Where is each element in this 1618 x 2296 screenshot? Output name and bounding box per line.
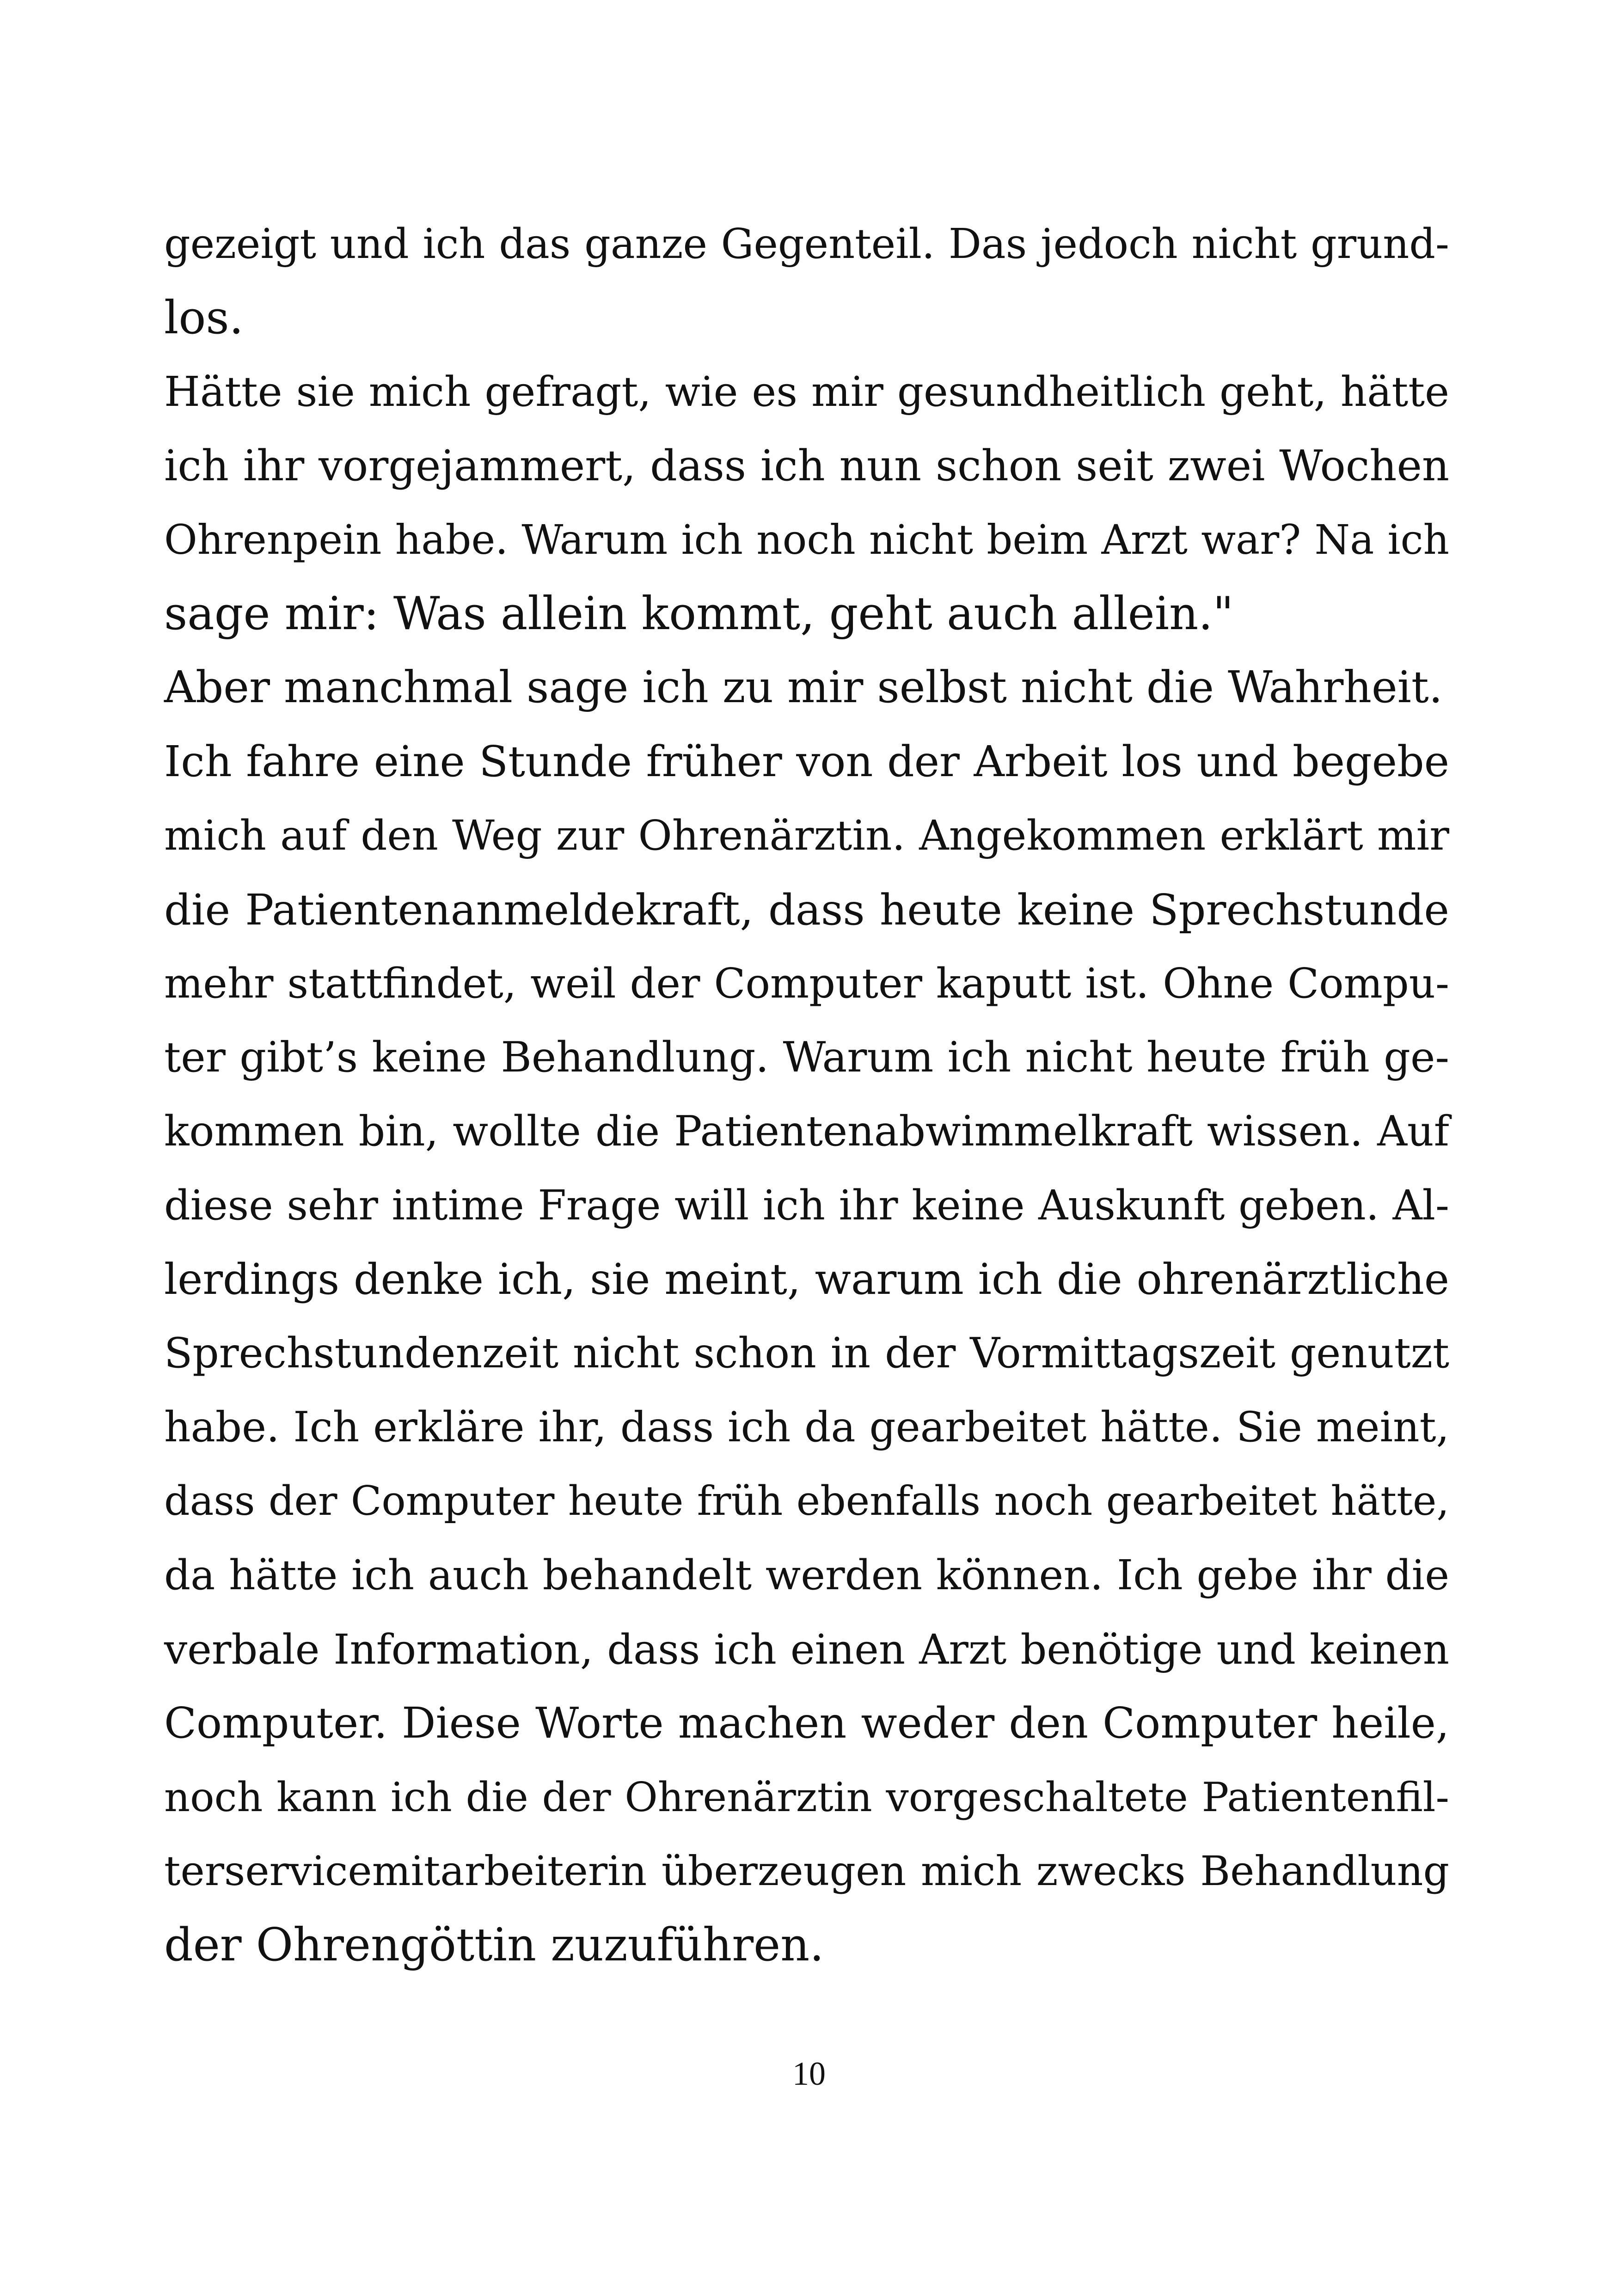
- text-line: ich ihr vorgejammert, dass ich nun schon seit zwei Wochen: [164, 441, 1449, 490]
- text-line: Sprechstundenzeit nicht schon in der Vormittagszeit genutzt: [164, 1329, 1449, 1378]
- text-line: gezeigt und ich das ganze Gegenteil. Das jedoch nicht grund-: [164, 220, 1449, 268]
- text-line: da hätte ich auch behandelt werden können. Ich gebe ihr die: [164, 1551, 1449, 1599]
- text-line: verbale Information, dass ich einen Arzt benötige und keinen: [164, 1625, 1449, 1673]
- text-line: Ohrenpein habe. Warum ich noch nicht beim Arzt war? Na ich: [164, 516, 1449, 563]
- body-text: [164, 207, 1449, 1982]
- text-line: mehr stattfindet, weil der Computer kaputt ist. Ohne Compu-: [164, 960, 1449, 1007]
- text-line: habe. Ich erkläre ihr, dass ich da gearbeitet hätte. Sie meint,: [164, 1403, 1449, 1451]
- text-line: Ich fahre eine Stunde früher von der Arbeit los und begebe: [164, 737, 1449, 786]
- text-line: der Ohrengöttin zuzuführen.: [164, 1919, 824, 1971]
- text-line: terservicemitarbeiterin überzeugen mich zwecks Behandlung: [164, 1847, 1449, 1895]
- text-line: sage mir: Was allein kommt, geht auch allein.": [164, 588, 1234, 640]
- text-line: ter gibt’s keine Behandlung. Warum ich nicht heute früh ge-: [164, 1033, 1449, 1082]
- text-line: mich auf den Weg zur Ohrenärztin. Angekommen erklärt mir: [164, 812, 1449, 860]
- text-line: noch kann ich die der Ohrenärztin vorgeschaltete Patientenfil-: [164, 1774, 1449, 1821]
- text-line: die Patientenanmeldekraft, dass heute keine Sprechstunde: [164, 885, 1449, 935]
- text-line: Aber manchmal sage ich zu mir selbst nicht die Wahrheit.: [164, 662, 1443, 713]
- text-line: Hätte sie mich gefragt, wie es mir gesundheitlich geht, hätte: [164, 368, 1449, 416]
- text-line: Computer. Diese Worte machen weder den Computer heile,: [164, 1698, 1449, 1748]
- text-line: lerdings denke ich, sie meint, warum ich die ohrenärztliche: [164, 1255, 1449, 1304]
- text-line: kommen bin, wollte die Patientenabwimmelkraft wissen. Auf: [164, 1108, 1449, 1156]
- page-number: 10: [792, 2055, 826, 2092]
- text-line: los.: [164, 292, 244, 344]
- text-line: dass der Computer heute früh ebenfalls noch gearbeitet hätte,: [164, 1478, 1449, 1525]
- text-line: diese sehr intime Frage will ich ihr keine Auskunft geben. Al-: [164, 1182, 1449, 1229]
